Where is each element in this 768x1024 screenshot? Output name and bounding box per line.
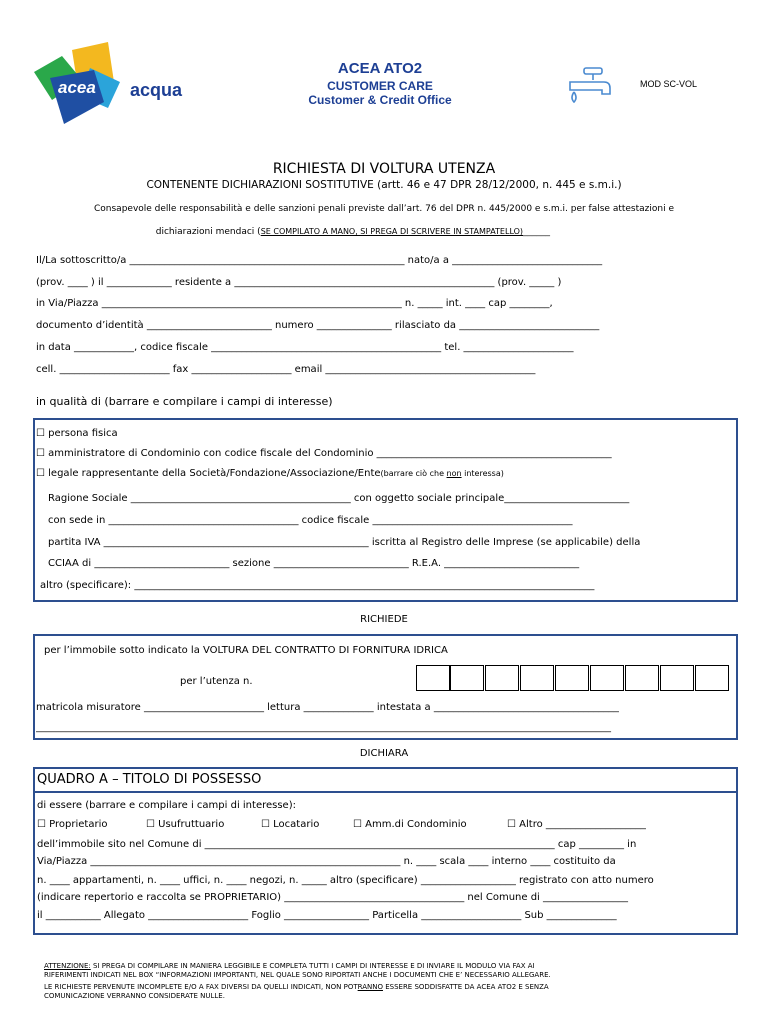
utenza-digit-cell[interactable] — [555, 665, 589, 691]
field-ragione-sociale[interactable]: Ragione Sociale ____________________________________________ con oggetto sociale principale_________________________ — [48, 493, 630, 504]
checkbox-icon[interactable]: ☐ — [36, 468, 49, 479]
checkbox-icon[interactable]: ☐ — [261, 819, 274, 830]
field-codice-fiscale[interactable]: in data ____________, codice fiscale ______________________________________________ tel. ______________________ — [36, 342, 574, 353]
field-altro[interactable]: altro (specificare): ____________________________________________________________________________________________ — [40, 580, 595, 591]
field-sottoscritto[interactable]: Il/La sottoscritto/a _______________________________________________________ nato/a a ______________________________ — [36, 255, 603, 266]
utenza-label: per l’utenza n. — [180, 676, 253, 687]
field-contatti[interactable]: cell. ______________________ fax ____________________ email __________________________________________ — [36, 364, 536, 375]
option-legale-rappresentante[interactable]: ☐ legale rappresentante della Società/Fondazione/Associazione/Ente(barrare ciò che non interessa) — [36, 468, 504, 479]
field-richiede-extra[interactable]: ___________________________________________________________________________________________________________________ — [36, 722, 611, 733]
field-via-immobile[interactable]: Via/Piazza ______________________________________________________________ n. ____ scala ____ interno ____ costituito da — [37, 856, 616, 867]
logo-acea-text: acea — [58, 78, 96, 97]
option-locatario[interactable]: ☐ Locatario — [261, 819, 320, 830]
field-sede[interactable]: con sede in ______________________________________ codice fiscale ________________________________________ — [48, 515, 573, 526]
field-documento[interactable]: documento d’identità _________________________ numero _______________ rilasciato da ____________________________ — [36, 320, 600, 331]
footer-richieste-2: COMUNICAZIONE VERRANNO CONSIDERATE NULLE. — [44, 992, 225, 1000]
quadro-a-title: QUADRO A – TITOLO DI POSSESSO — [37, 772, 262, 787]
checkbox-icon[interactable]: ☐ — [36, 428, 49, 439]
option-persona-fisica[interactable]: ☐ persona fisica — [36, 428, 118, 439]
header-credit-office: Customer & Credit Office — [308, 93, 452, 107]
field-matricola[interactable]: matricola misuratore ________________________ lettura ______________ intestata a _____________________________________ — [36, 702, 619, 713]
option-usufruttuario[interactable]: ☐ Usufruttuario — [146, 819, 225, 830]
option-altro[interactable]: ☐ Altro ____________________ — [507, 819, 646, 830]
intro-line-1: Consapevole delle responsabilità e delle sanzioni penali previste dall’art. 76 del DPR n. 445/2000 e s.m.i. per false attestazioni e — [94, 204, 674, 214]
checkbox-icon[interactable]: ☐ — [353, 819, 366, 830]
qualita-box — [33, 418, 738, 602]
utenza-digit-cell[interactable] — [450, 665, 484, 691]
utenza-digit-cell[interactable] — [520, 665, 554, 691]
field-catasto[interactable]: il ___________ Allegato ____________________ Foglio _________________ Particella ____________________ Sub ______________ — [37, 910, 617, 921]
dichiara-heading: DICHIARA — [359, 748, 409, 759]
in-qualita-label: in qualità di (barrare e compilare i campi di interesse) — [36, 395, 333, 408]
utenza-digit-cell[interactable] — [590, 665, 624, 691]
header-customer-care: CUSTOMER CARE — [327, 79, 433, 93]
field-prov-residenza[interactable]: (prov. ____ ) il _____________ residente a ____________________________________________________ (prov. _____ ) — [36, 277, 562, 288]
utenza-digit-cell[interactable] — [695, 665, 729, 691]
checkbox-icon[interactable]: ☐ — [507, 819, 520, 830]
quadro-a-intro: di essere (barrare e compilare i campi di interesse): — [37, 800, 296, 811]
richiede-text: per l’immobile sotto indicato la VOLTURA DEL CONTRATTO DI FORNITURA IDRICA — [44, 645, 448, 656]
footer-attenzione-1: ATTENZIONE: SI PREGA DI COMPILARE IN MANIERA LEGGIBILE E COMPLETA TUTTI I CAMPI DI INTERESSE E DI INVIARE IL MODULO VIA FAX AI — [44, 962, 535, 970]
acea-logo — [30, 38, 200, 130]
footer-richieste-1: LE RICHIESTE PERVENUTE INCOMPLETE E/O A FAX DIVERSI DA QUELLI INDICATI, NON POTRANNO ESSERE SODDISFATTE DA ACEA ATO2 E SENZA — [44, 983, 549, 991]
tap-icon — [566, 64, 616, 106]
header-org: ACEA ATO2 — [337, 60, 423, 77]
quadro-a-divider — [33, 791, 738, 793]
checkbox-icon[interactable]: ☐ — [37, 819, 50, 830]
checkbox-icon[interactable]: ☐ — [146, 819, 159, 830]
field-comune-immobile[interactable]: dell’immobile sito nel Comune di ______________________________________________________________________ cap _________ in — [37, 839, 637, 850]
utenza-digit-cell[interactable] — [625, 665, 659, 691]
form-title: RICHIESTA DI VOLTURA UTENZA — [272, 161, 496, 177]
form-subtitle: CONTENENTE DICHIARAZIONI SOSTITUTIVE (artt. 46 e 47 DPR 28/12/2000, n. 445 e s.m.i.) — [146, 179, 622, 191]
richiede-heading: RICHIEDE — [360, 614, 408, 625]
utenza-digit-cell[interactable] — [485, 665, 519, 691]
option-amm-condominio[interactable]: ☐ Amm.di Condominio — [353, 819, 467, 830]
logo-acqua-text: acqua — [130, 80, 183, 100]
field-repertorio[interactable]: (indicare repertorio e raccolta se PROPRIETARIO) ____________________________________ nel Comune di _________________ — [37, 892, 629, 903]
field-partita-iva[interactable]: partita IVA _____________________________________________________ iscritta al Registro delle Imprese (se applicabile) della — [48, 537, 641, 548]
field-composizione[interactable]: n. ____ appartamenti, n. ____ uffici, n. ____ negozi, n. _____ altro (specificare) ___________________ registrato con atto numero — [37, 875, 654, 886]
checkbox-icon[interactable]: ☐ — [36, 448, 49, 459]
field-indirizzo[interactable]: in Via/Piazza ____________________________________________________________ n. _____ int. ____ cap ________, — [36, 298, 553, 309]
utenza-digit-cell[interactable] — [416, 665, 450, 691]
option-amministratore[interactable]: ☐ amministratore di Condominio con codice fiscale del Condominio _______________________________________________ — [36, 448, 612, 459]
utenza-digit-cell[interactable] — [660, 665, 694, 691]
footer-attenzione-2: RIFERIMENTI INDICATI NEL BOX “INFORMAZIONI IMPORTANTI, NEL QUALE SONO RIPORTATI ANCHE I DOCUMENTI CHE E’ NECESSARIO ALLEGARE. — [44, 971, 551, 979]
option-proprietario[interactable]: ☐ Proprietario — [37, 819, 108, 830]
intro-line-2: dichiarazioni mendaci (SE COMPILATO A MANO, SI PREGA DI SCRIVERE IN STAMPATELLO)______ — [155, 227, 551, 237]
field-cciaa[interactable]: CCIAA di ___________________________ sezione ___________________________ R.E.A. ___________________________ — [48, 558, 580, 569]
mod-code: MOD SC-VOL — [640, 79, 698, 89]
